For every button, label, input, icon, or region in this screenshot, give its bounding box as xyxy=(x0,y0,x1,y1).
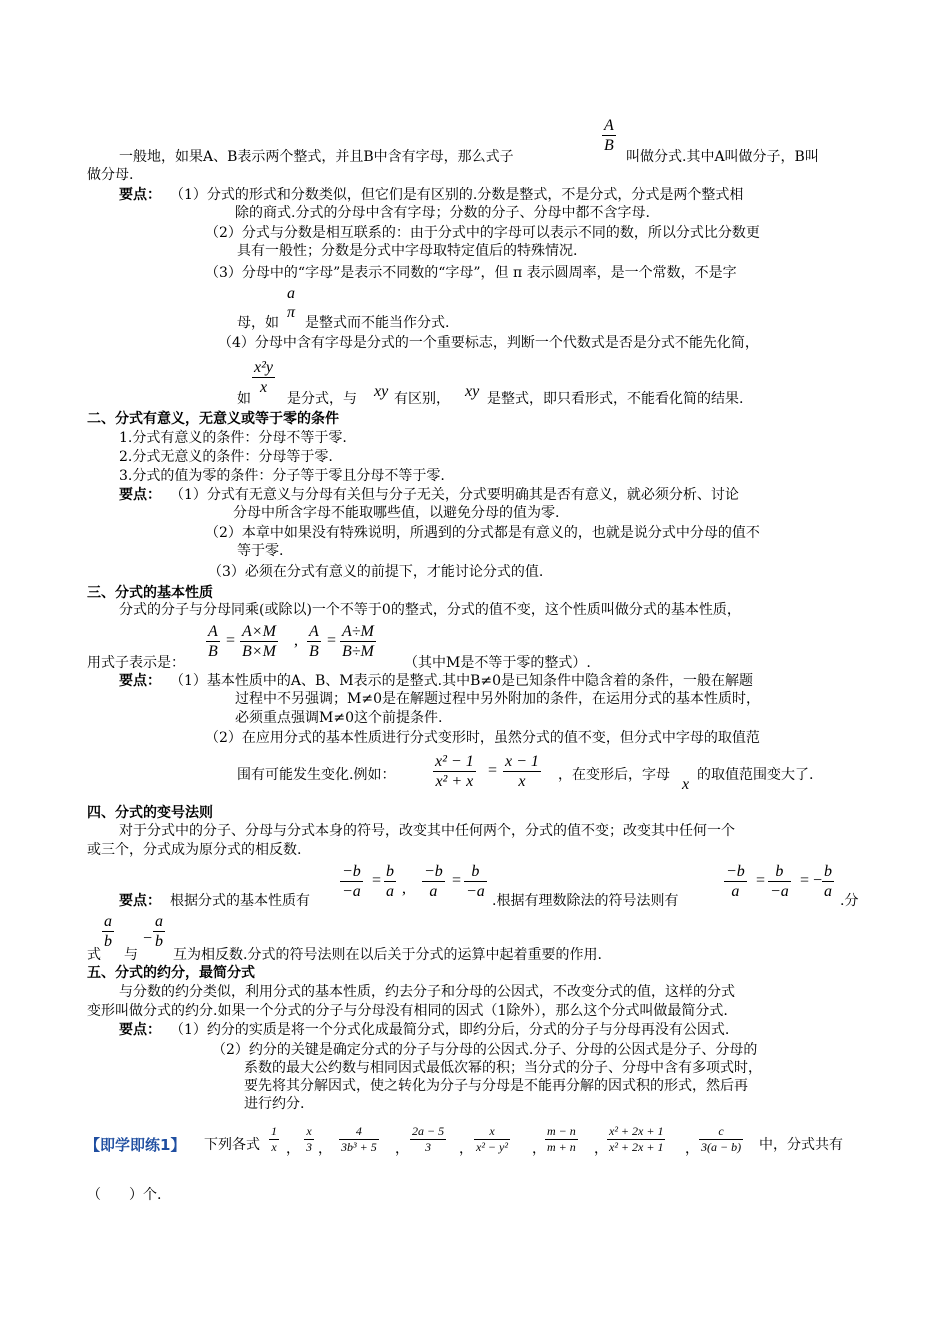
fraction-a-over-b-2: A B xyxy=(309,623,319,660)
section-2-point-1a: （1）分式有无意义与分母有关但与分子无关，分式要明确其是否有意义，就必须分析、讨论 xyxy=(170,487,739,503)
exercise-fraction-8: c 3(a − b) xyxy=(701,1124,742,1154)
fraction-a-over-b-1: A B xyxy=(208,623,218,660)
point-1b: 除的商式.分式的分母中含有字母；分数的分子、分母中都不含字母. xyxy=(235,205,650,221)
fraction-neg-b-over-neg-a: −b −a xyxy=(342,863,361,900)
equals-minus: = − xyxy=(800,872,823,889)
fraction-b-over-neg-a-1: b −a xyxy=(466,863,485,900)
section-5-line-2: 变形叫做分式的约分.如果一个分式的分子与分母没有相同的因式（1除外），那么这个分式叫做最简分式. xyxy=(87,1003,728,1019)
intro-line-2: 做分母. xyxy=(87,167,134,183)
section-3-point-1b: 过程中不另强调；M≠0是在解题过程中另外附加的条件，在运用分式的基本性质时， xyxy=(235,691,760,707)
section-4-line-4b: 与 xyxy=(124,947,138,963)
section-5-title: 五、分式的约分，最简分式 xyxy=(87,965,255,981)
section-2-points-label: 要点： xyxy=(119,487,161,503)
math-xy-2: xy xyxy=(465,383,480,400)
fraction-b-over-neg-a-2: b −a xyxy=(770,863,789,900)
comma: ， xyxy=(685,1141,699,1157)
section-3-point-2a: （2）在应用分式的基本性质进行分式变形时，虽然分式的值不变，但分式中字母的取值范 xyxy=(205,730,760,746)
section-4-points-label: 要点： xyxy=(119,893,161,909)
section-2-item-3: 3.分式的值为零的条件：分子等于零且分母不等于零. xyxy=(119,468,445,484)
section-3-point-2b-b: ，在变形后，字母 xyxy=(558,767,670,783)
fraction-neg-b-over-a-2: −b a xyxy=(726,863,745,900)
equals-sign: = xyxy=(372,872,382,889)
section-2-point-3: （3）必须在分式有意义的前提下，才能讨论分式的值. xyxy=(208,564,544,580)
fraction-a-div-m-over-b-div-m: A÷M B÷M xyxy=(342,623,374,660)
section-3-point-2b-c: 的取值范围变大了. xyxy=(697,767,814,783)
section-4-line-3c: .分 xyxy=(840,893,859,909)
exercise-fraction-6: m − n m + n xyxy=(547,1124,576,1154)
math-x: x xyxy=(682,776,690,793)
fraction-x2y-over-x: x²y x xyxy=(254,359,273,396)
exercise-tail: 中，分式共有 xyxy=(759,1137,843,1153)
point-4b-d: 是整式，即只看形式，不能看化简的结果. xyxy=(487,391,744,407)
fraction-a-over-b-3: a b xyxy=(104,913,112,950)
section-3-title: 三、分式的基本性质 xyxy=(87,585,213,601)
exercise-fraction-1: 1 x xyxy=(271,1124,277,1154)
section-4-line-3b: .根据有理数除法的符号法则有 xyxy=(492,893,679,909)
section-5-point-2d: 进行约分. xyxy=(244,1096,305,1112)
comma: , xyxy=(402,880,406,897)
section-3-line-2b: （其中M是不等于零的整式）. xyxy=(404,655,591,671)
section-2-title: 二、分式有意义，无意义或等于零的条件 xyxy=(87,411,339,427)
section-3-point-1a: （1）基本性质中的A、B、M表示的是整式.其中B≠0是已知条件中隐含着的条件，一般在解题 xyxy=(170,673,754,689)
section-2-item-2: 2.分式无意义的条件：分母等于零. xyxy=(119,449,333,465)
section-4-title: 四、分式的变号法则 xyxy=(87,805,213,821)
fraction-a-over-b: A B xyxy=(604,117,614,154)
point-4b-a: 如 xyxy=(237,391,251,407)
minus-sign: − xyxy=(143,930,153,947)
math-xy-1: xy xyxy=(374,383,389,400)
exercise-fraction-2: x 3 xyxy=(306,1124,312,1154)
point-3b-b: 是整式而不能当作分式. xyxy=(305,315,450,331)
section-5-points-label: 要点： xyxy=(119,1022,161,1038)
fraction-am-over-bm: A×M B×M xyxy=(242,623,276,660)
exercise-fraction-4: 2a − 5 3 xyxy=(412,1124,445,1154)
exercise-lead: 下列各式 xyxy=(204,1137,260,1153)
section-4-line-3a: 根据分式的基本性质有 xyxy=(170,893,310,909)
exercise-fraction-7: x² + 2x + 1 x² + 2x + 1 xyxy=(609,1124,664,1154)
point-1a: （1）分式的形式和分数类似，但它们是有区别的.分数是整式，不是分式，分式是两个整式相 xyxy=(170,187,744,203)
fraction-b-over-a-2: b a xyxy=(824,863,832,900)
section-5-point-2b: 系数的最大公约数与相同因式最低次幂的积；当分式的分子、分母中含有多项式时， xyxy=(244,1060,762,1076)
section-4-line-4a: 式 xyxy=(87,947,101,963)
comma: ， xyxy=(532,1141,546,1157)
comma: ， xyxy=(459,1141,473,1157)
equals-sign: = xyxy=(756,872,766,889)
point-2a: （2）分式与分数是相互联系的：由于分式中的字母可以表示不同的数，所以分式比分数更 xyxy=(205,225,760,241)
fraction-a-over-pi: a π xyxy=(287,285,296,321)
section-4-line-4c: 互为相反数.分式的符号法则在以后关于分式的运算中起着重要的作用. xyxy=(173,947,602,963)
comma: ， xyxy=(594,1141,608,1157)
section-4-line-1: 对于分式中的分子、分母与分式本身的符号，改变其中任何两个，分式的值不变；改变其中任何一个 xyxy=(119,823,735,839)
exercise-tag: 【即学即练1】 xyxy=(85,1136,186,1154)
section-5-point-1: （1）约分的实质是将一个分式化成最简分式，即约分后，分式的分子与分母再没有公因式. xyxy=(170,1022,730,1038)
point-3a: （3）分母中的“字母”是表示不同数的“字母”，但 π 表示圆周率，是一个常数，不是字 xyxy=(205,265,737,281)
section-3-point-2b-a: 围有可能发生变化.例如： xyxy=(237,767,396,783)
intro-line-1a: 一般地，如果A、B表示两个整式，并且B中含有字母，那么式子 xyxy=(119,149,514,165)
comma: ， xyxy=(286,1141,300,1157)
equals-sign: = xyxy=(452,872,462,889)
section-5-point-2a: （2）约分的关键是确定分式的分子与分母的公因式.分子、分母的公因式是分子、分母的 xyxy=(212,1042,758,1058)
point-4b-b: 是分式，与 xyxy=(287,391,357,407)
comma: ， xyxy=(395,1141,409,1157)
exercise-answer-blank: （ ）个. xyxy=(87,1187,162,1203)
example-fraction-left: x² − 1 x² + x xyxy=(435,753,474,790)
section-4-line-2: 或三个，分式成为原分式的相反数. xyxy=(87,842,302,858)
section-3-line-1: 分式的分子与分母同乘(或除以)一个不等于0的整式，分式的值不变，这个性质叫做分式的基本性质， xyxy=(119,602,741,618)
point-4a: （4）分母中含有字母是分式的一个重要标志，判断一个代数式是否是分式不能先化简， xyxy=(218,335,759,351)
section-2-item-1: 1.分式有意义的条件：分母不等于零. xyxy=(119,430,347,446)
section-2-point-2b: 等于零. xyxy=(237,543,284,559)
comma: , xyxy=(294,632,298,649)
point-2b: 具有一般性；分数是分式中字母取特定值后的特殊情况. xyxy=(237,243,578,259)
fraction-a-over-b-4: a b xyxy=(155,913,163,950)
fraction-neg-b-over-a-1: −b a xyxy=(424,863,443,900)
point-4b-c: 有区别， xyxy=(394,391,450,407)
example-fraction-right: x − 1 x xyxy=(505,753,539,790)
comma: ， xyxy=(318,1141,332,1157)
section-3-line-2a: 用式子表示是： xyxy=(87,655,185,671)
fraction-b-over-a-1: b a xyxy=(386,863,394,900)
points-label: 要点： xyxy=(119,187,161,203)
exercise-fraction-5: x x² − y² xyxy=(476,1124,508,1154)
equals-sign: = xyxy=(488,762,498,779)
equals-sign: = xyxy=(226,632,236,649)
section-5-point-2c: 要先将其分解因式，使之转化为分子与分母是不能再分解的因式积的形式，然后再 xyxy=(244,1078,748,1094)
point-3b-a: 母，如 xyxy=(237,315,279,331)
section-2-point-2a: （2）本章中如果没有特殊说明，所遇到的分式都是有意义的，也就是说分式中分母的值不 xyxy=(205,525,760,541)
intro-line-1b: 叫做分式.其中A叫做分子，B叫 xyxy=(626,149,819,165)
section-2-point-1b: 分母中所含字母不能取哪些值，以避免分母的值为零. xyxy=(233,505,560,521)
equals-sign: = xyxy=(327,632,337,649)
section-3-point-1c: 必须重点强调M≠0这个前提条件. xyxy=(235,710,443,726)
exercise-fraction-3: 4 3b³ + 5 xyxy=(341,1124,377,1154)
section-5-line-1: 与分数的约分类似，利用分式的基本性质，约去分子和分母的公因式，不改变分式的值，这样的分式 xyxy=(119,984,735,1000)
section-3-points-label: 要点： xyxy=(119,673,161,689)
